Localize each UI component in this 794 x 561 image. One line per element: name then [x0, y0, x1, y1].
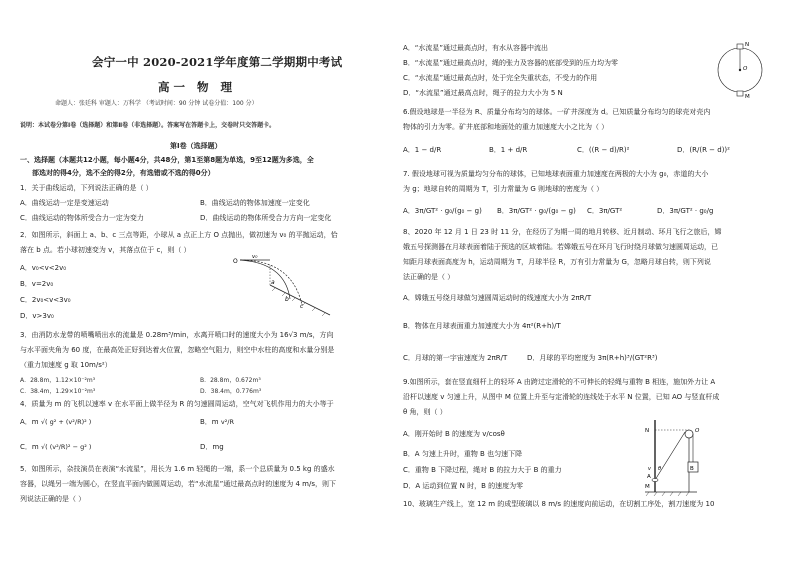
- q7-option-c: C．3π/GT²: [587, 207, 623, 215]
- q8-line-1: 8、2020 年 12 月 1 日 23 时 11 分，在经历了为期一周的地月转移、近月制动、环月飞行之旅后，嫦: [403, 228, 722, 236]
- q9-label-b: B: [690, 466, 694, 472]
- q3-option-d: D．38.4m，0.776m³: [200, 388, 262, 395]
- q2-label-o: O: [233, 258, 238, 265]
- q9-option-d: D．A 运动到位置 N 时，B 的速度为零: [403, 482, 524, 490]
- exam-instructions: 说明：本试卷分第Ⅰ卷（选择题）和第Ⅱ卷（非选择题）。答案写在答题卡上，交卷时只交答题卡。: [20, 122, 276, 129]
- q9-line-1: 9.如图所示，套在竖直细杆上的轻环 A 由跨过定滑轮的不可伸长的轻绳与重物 B 相连，施加外力让 A: [403, 378, 716, 386]
- q9-option-b: B．A 匀速上升时，重物 B 也匀速下降: [403, 450, 523, 458]
- q9-label-m: M: [645, 484, 650, 490]
- section-title: 第Ⅰ卷（选择题）: [170, 142, 222, 150]
- q3-option-c: C．38.4m，1.29×10⁻²m³: [20, 388, 96, 395]
- q4-c-prefix: C．m: [20, 443, 39, 451]
- q2-option-b: B．v=2v₀: [20, 280, 54, 288]
- q6-option-c: C．((R − d)/R)²: [577, 146, 630, 154]
- q2-option-a: A．v₀<v<2v₀: [20, 264, 67, 272]
- q2-label-a: a: [271, 279, 275, 286]
- q5-option-d: D．“水流星”通过最高点时，绳子的拉力大小为 5 N: [403, 89, 563, 97]
- q7-option-b: B．3π/GT² · g₀/(g₀ − g): [497, 207, 576, 215]
- q3-option-a: A．28.8m，1.12×10⁻²m³: [20, 377, 96, 384]
- q6-option-d: D．(R/(R − d))²: [677, 146, 730, 154]
- q9-line-2: 沿杆以速度 v 匀速上升，从图中 M 位置上升至与定滑轮的连线处于水平 N 位置，已知 AO 与竖直杆成: [403, 393, 720, 401]
- q9-pulley-figure: [637, 418, 717, 498]
- q2-incline-figure: [230, 255, 340, 317]
- q5-line-3: 列说法正确的是（ ）: [20, 495, 86, 503]
- q10-line-1: 10、玻璃生产线上，宽 12 m 的成型玻璃以 8 m/s 的速度向前运动，在切割工序处，割刀速度为 10: [403, 500, 715, 508]
- q7-line-2: 为 g；地球自转的周期为 T，引力常量为 G 则地球的密度为（ ）: [403, 185, 604, 193]
- q5-line-1: 5．如图所示，杂技演员在表演“水流星”，用长为 1.6 m 轻绳的一端，系一个总质量为 0.5 kg 的盛水: [20, 465, 335, 473]
- q9-option-a: A．刚开始时 B 的速度为 v/cosθ: [403, 430, 505, 438]
- q6-option-b: B．1 + d/R: [489, 146, 528, 154]
- q5-option-c: C．“水流星”通过最高点时，处于完全失重状态，不受力的作用: [403, 74, 598, 82]
- q3-line-1: 3．由消防水龙带的喷嘴喷出水的流量是 0.28m³/min，水离开喷口时的速度大小为 16√3 m/s，方向: [20, 331, 334, 339]
- q1-option-a: A．曲线运动一定是变速运动: [20, 199, 109, 207]
- q8-line-4: 法正确的是（ ）: [403, 273, 455, 281]
- q7-option-d: D．3π/GT² · g₀/g: [657, 207, 714, 215]
- q5-label-n: N: [745, 42, 750, 48]
- q9-label-a: A: [647, 474, 651, 480]
- q8-line-3: 知距月球表面高度为 h，运动周期为 T，月球半径 R，万有引力常量为 G，忽略月球自转，则下列说: [403, 258, 711, 266]
- exam-meta: 命题人：张廷科 审题人：万科学 （考试时间：90 分钟 试卷分值：100 分）: [55, 100, 258, 107]
- q4-option-d: D．mg: [200, 443, 224, 451]
- q4-a-expr: √( g² + (v²/R)² ): [40, 418, 92, 426]
- q4-a-prefix: A．m: [20, 418, 39, 426]
- q3-option-b: B．28.8m，0.672m³: [200, 377, 261, 384]
- q4-stem: 4．质量为 m 的飞机以速率 v 在水平面上做半径为 R 的匀速圆周运动，空气对飞机作用力的大小等于: [20, 400, 334, 408]
- q9-label-n: N: [645, 428, 650, 434]
- exam-title: 会宁一中 2020-2021学年度第二学期期中考试: [92, 55, 343, 69]
- q1-stem: 1．关于曲线运动，下列说法正确的是（ ）: [20, 184, 153, 192]
- q5-option-a: A．“水流星”通过最高点时，有水从容器中流出: [403, 44, 549, 52]
- q9-option-c: C．重物 B 下降过程，绳对 B 的拉力大于 B 的重力: [403, 466, 562, 474]
- q5-label-o: O: [743, 66, 748, 72]
- q1-option-b: B．曲线运动的物体加速度一定变化: [200, 199, 310, 207]
- q8-option-b: B．物体在月球表面重力加速度大小为 4π²(R+h)/T: [403, 322, 561, 330]
- q7-line-1: 7. 假设地球可视为质量均匀分布的球体，已知地球表面重力加速度在两极的大小为 g₀，赤道的大小: [403, 170, 709, 178]
- q1-option-d: D．曲线运动的物体所受合力方向一定变化: [200, 214, 332, 222]
- q2-label-v0: v₀: [252, 254, 258, 260]
- q5-option-b: B．“水流星”通过最高点时，绳的张力及容器的底部受到的压力均为零: [403, 59, 619, 67]
- q2-line-2: 落在 b 点。若小球初速变为 v，其落点位于 c，则（ ）: [20, 246, 191, 254]
- section-intro-1: 一、选择题（本题共12小题，每小题4分，共48分，第1至第8题为单选，9至12题为多选，全: [20, 156, 314, 164]
- q6-option-a: A．1 − d/R: [403, 146, 442, 154]
- q9-label-v: v: [648, 466, 651, 472]
- q4-b-expr: v²/R: [220, 418, 235, 426]
- right-column: [397, 0, 794, 561]
- q9-label-theta: θ: [658, 466, 662, 472]
- q8-option-a: A．嫦娥五号绕月球做匀速圆周运动时的线速度大小为 2πR/T: [403, 294, 592, 302]
- q4-b-prefix: B．m: [200, 418, 219, 426]
- q4-option-a: [20, 418, 91, 427]
- q2-option-d: D．v>3v₀: [20, 312, 54, 320]
- q7-option-a: A．3π/GT² · g₀/(g₀ − g): [403, 207, 482, 215]
- q6-line-2: 物体的引力为零。矿井底部和地面处的重力加速度大小之比为（ ）: [403, 123, 609, 131]
- q1-option-c: C．曲线运动的物体所受合力一定为变力: [20, 214, 144, 222]
- q9-line-3: θ 角，则（ ）: [403, 408, 447, 416]
- q3-line-2: 与水平面夹角为 60 度，在最高处正好到达着火位置，忽略空气阻力，则空中水柱的高度和水量分别是: [20, 346, 335, 354]
- q5-water-star-figure: [715, 40, 775, 100]
- section-intro-2: 部选对的得4分，选不全的得2分，有选错或不选的得0分）: [32, 169, 215, 177]
- q3-line-3: （重力加速度 g 取 10m/s²）: [20, 361, 112, 369]
- exam-subtitle: 高一 物 理: [158, 80, 237, 94]
- q2-label-b: b: [285, 296, 289, 303]
- q9-label-o: O: [695, 428, 700, 434]
- q5-label-m: M: [745, 94, 750, 100]
- q4-option-b: [200, 418, 234, 427]
- q2-line-1: 2．如图所示，斜面上 a、b、c 三点等距，小球从 a 点正上方 O 点抛出，做初速为 v₀ 的平抛运动，恰: [20, 231, 338, 239]
- q2-option-c: C．2v₀<v<3v₀: [20, 296, 71, 304]
- q2-label-c: c: [300, 303, 304, 310]
- q4-c-expr: √( (v²/R)² − g² ): [40, 443, 92, 451]
- q8-line-2: 娥五号探测器在月球表面着陆于预选的区域着陆。若嫦娥五号在环月飞行时绕月球做匀速圆周运动，已: [403, 243, 718, 251]
- q6-line-1: 6.假设地球是一半径为 R、质量分布均匀的球体。一矿井深度为 d。已知质量分布均匀的球壳对壳内: [403, 108, 711, 116]
- q5-line-2: 容器，以绳另一端为圆心，在竖直平面内做圆周运动，若“水流星”通过最高点时的速度为 4 m/s，则下: [20, 480, 336, 488]
- q4-option-c: [20, 443, 91, 452]
- q8-option-d: D．月球的平均密度为 3π(R+h)³/(GT²R³): [527, 354, 658, 362]
- q8-option-c: C．月球的第一宇宙速度为 2πR/T: [403, 354, 508, 362]
